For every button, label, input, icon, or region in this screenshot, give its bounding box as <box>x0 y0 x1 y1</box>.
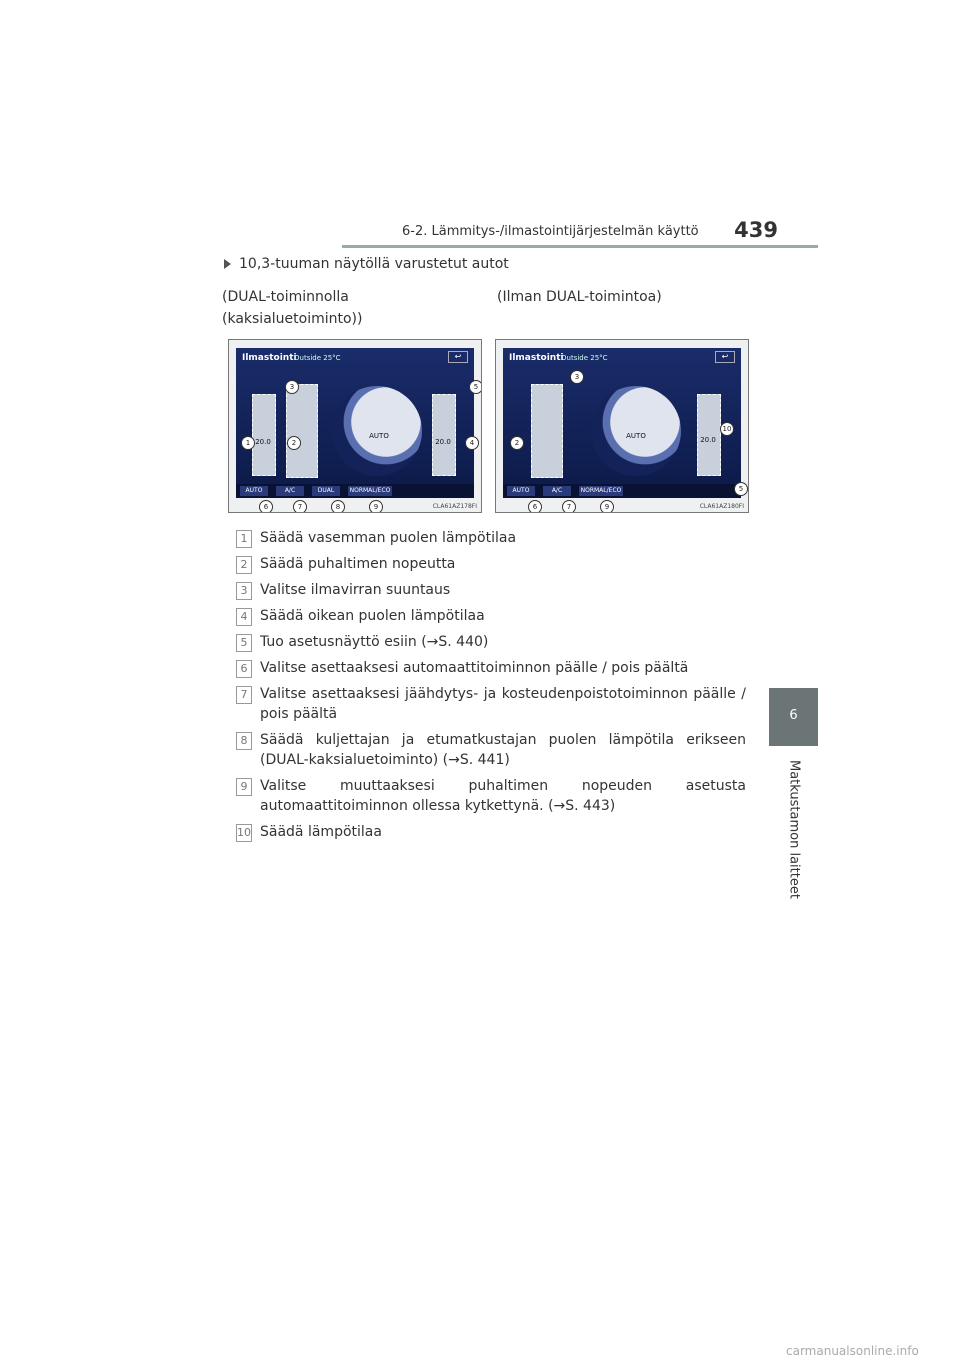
image-code: CLA61AZ180FI <box>699 503 744 510</box>
list-item: 5 Tuo asetusnäyttö esiin (→S. 440) <box>236 632 746 652</box>
temp-value: 20.0 <box>700 436 716 444</box>
intro-text: 10,3-tuuman näytöllä varustetut autot <box>239 256 509 272</box>
screen-bottom-bar <box>236 484 474 498</box>
callout-7: 7 <box>293 500 307 513</box>
callout-5: 5 <box>469 380 482 394</box>
outside-temp: Outside 25°C <box>561 354 608 362</box>
screen-title: Ilmastointi <box>242 353 297 363</box>
callout-1: 1 <box>241 436 255 450</box>
callout-7: 7 <box>562 500 576 513</box>
page-number: 439 <box>734 218 778 242</box>
auto-label: AUTO <box>369 432 389 440</box>
climate-screen-dual <box>236 348 474 498</box>
caption-left-line2: (kaksialuetoiminto)) <box>222 311 363 327</box>
temp-column[interactable] <box>697 394 721 476</box>
screenshot-single <box>495 339 749 513</box>
caption-left <box>222 286 362 330</box>
left-temp-value: 20.0 <box>255 438 271 446</box>
auto-button[interactable]: AUTO <box>240 486 268 496</box>
screen-bottom-bar <box>503 484 741 498</box>
callout-9: 9 <box>369 500 383 513</box>
right-temp-value: 20.0 <box>435 438 451 446</box>
callout-5: 5 <box>734 482 748 496</box>
caption-right: (Ilman DUAL-toimintoa) <box>497 289 662 305</box>
list-item: 10 Säädä lämpötilaa <box>237 824 382 840</box>
callout-8: 8 <box>331 500 345 513</box>
chapter-number: 6 <box>789 708 798 723</box>
chapter-title: Matkustamon laitteet <box>786 760 802 899</box>
section-title: 6-2. Lämmitys-/ilmastointijärjestelmän käyttö <box>402 224 699 239</box>
chapter-tab <box>769 688 818 746</box>
back-icon[interactable]: ↩ <box>715 351 735 363</box>
legend-list <box>236 528 746 848</box>
climate-screen-single <box>503 348 741 498</box>
callout-4: 4 <box>465 436 479 450</box>
outside-temp: Outside 25°C <box>294 354 341 362</box>
back-icon[interactable]: ↩ <box>448 351 468 363</box>
ac-button[interactable]: A/C <box>543 486 571 496</box>
eco-button[interactable]: NORMAL/ECO <box>349 487 391 494</box>
right-temp-column[interactable] <box>432 394 456 476</box>
triangle-bullet-icon <box>224 259 231 269</box>
list-item: 9 Valitse muuttaaksesi puhaltimen nopeuden asetusta automaattitoiminnon ollessa kytkettynä. (→S. 443) <box>236 776 746 816</box>
list-item: 1 Säädä vasemman puolen lämpötilaa <box>236 528 746 548</box>
chapter-title-vertical <box>784 760 804 910</box>
list-item: 7 Valitse asettaaksesi jäähdytys- ja kosteudenpoistotoiminnon päälle / pois päältä <box>236 684 746 724</box>
fan-speed-column[interactable] <box>286 384 318 478</box>
callout-6: 6 <box>259 500 273 513</box>
dual-button[interactable]: DUAL <box>312 486 340 496</box>
left-temp-column[interactable] <box>252 394 276 476</box>
callout-9: 9 <box>600 500 614 513</box>
intro-line <box>224 256 509 272</box>
header-rule <box>342 245 818 248</box>
list-item: 6 Valitse asettaaksesi automaattitoiminnon päälle / pois päältä <box>236 658 746 678</box>
auto-label: AUTO <box>626 432 646 440</box>
fan-speed-column[interactable] <box>531 384 563 478</box>
caption-left-line1: (DUAL-toiminnolla <box>222 289 349 305</box>
screen-title: Ilmastointi <box>509 353 564 363</box>
callout-6: 6 <box>528 500 542 513</box>
auto-button[interactable]: AUTO <box>507 486 535 496</box>
callout-2: 2 <box>510 436 524 450</box>
airflow-dial[interactable] <box>591 386 681 476</box>
list-item: 8 Säädä kuljettajan ja etumatkustajan puolen lämpötila erikseen (DUAL-kaksialuetoiminto) (→S. 441) <box>236 730 746 770</box>
watermark: carmanualsonline.info <box>786 1344 919 1358</box>
list-item: 2 Säädä puhaltimen nopeutta <box>236 554 746 574</box>
airflow-dial[interactable] <box>332 386 422 476</box>
callout-3: 3 <box>570 370 584 384</box>
callout-2: 2 <box>287 436 301 450</box>
callout-3: 3 <box>285 380 299 394</box>
list-item: 4 Säädä oikean puolen lämpötilaa <box>236 606 746 626</box>
image-code: CLA61AZ178FI <box>432 503 477 510</box>
ac-button[interactable]: A/C <box>276 486 304 496</box>
callout-10: 10 <box>720 422 734 436</box>
screenshot-dual <box>228 339 482 513</box>
page-header <box>342 214 818 248</box>
list-item: 3 Valitse ilmavirran suuntaus <box>236 580 746 600</box>
eco-button[interactable]: NORMAL/ECO <box>580 487 622 494</box>
